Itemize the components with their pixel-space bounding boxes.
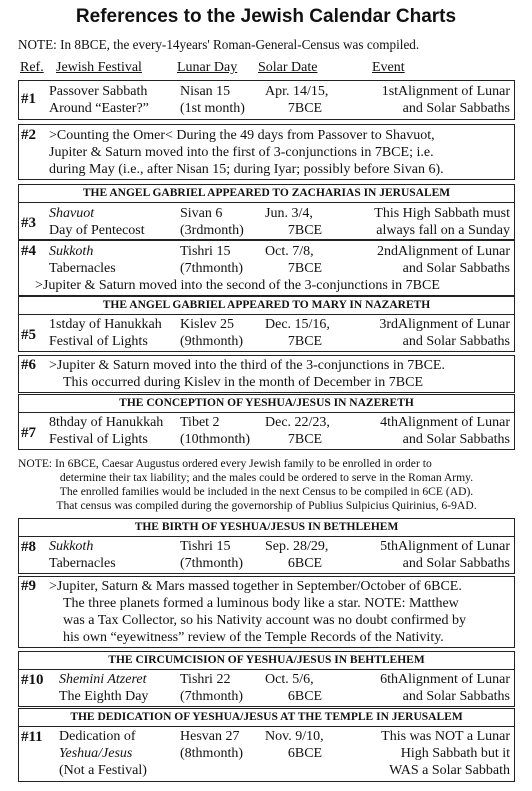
solar-year: 7BCE <box>287 223 323 238</box>
lunar-day: Kislev 25 <box>180 317 235 332</box>
solar-date: Nov. 9/10, <box>265 729 324 744</box>
solar-date: Dec. 15/16, <box>265 317 330 332</box>
event-line-2: and Solar Sabbaths <box>402 261 510 276</box>
entry-number: #9 <box>21 578 36 594</box>
lunar-month: (7thmonth) <box>180 261 243 276</box>
festival-name: Shavuot <box>49 206 95 221</box>
festival-name: Sukkoth <box>49 244 94 259</box>
event-line-1: 1stAlignment of Lunar <box>381 84 510 99</box>
entry-text-line-3: during May (i.e., after Nisan 15; during Iyar; possibly before Sivan 6). <box>49 162 444 177</box>
entry-text-line-1: >Jupiter & Saturn moved into the third of the 3-conjunctions in 7BCE. <box>49 358 445 373</box>
note-line: NOTE: In 6BCE, Caesar Augustus ordered every Jewish family to be enrolled in order to <box>18 457 432 470</box>
lunar-month: (8thmonth) <box>180 746 243 761</box>
header-festival: Jewish Festival <box>56 60 142 75</box>
festival-subname: Day of Pentecost <box>49 223 145 238</box>
note-line: determine their tax liability; and the males could be ordered to serve in the Roman Army. <box>59 471 474 484</box>
festival-name: Sukkoth <box>49 539 94 554</box>
festival-subname: The Eighth Day <box>59 689 149 704</box>
entry-number: #8 <box>21 539 36 555</box>
section-heading: THE ANGEL GABRIEL APPEARED TO MARY IN NAZARETH <box>19 297 514 315</box>
entry-2 <box>18 124 515 180</box>
festival-name: Shemini Atzeret <box>59 672 147 687</box>
lunar-month: (1st month) <box>180 101 245 116</box>
event-line-3: WAS a Solar Sabbath <box>389 763 510 778</box>
event-line-2: and Solar Sabbaths <box>402 556 510 571</box>
event-line-2: always fall on a Sunday <box>376 223 510 238</box>
entry-8 <box>18 518 515 574</box>
solar-date: Apr. 14/15, <box>265 84 329 99</box>
festival-subname: Tabernacles <box>49 556 116 571</box>
lunar-month: (9thmonth) <box>180 334 243 349</box>
entry-text-line-4: his own “eyewitness” review of the Temple Records of the Nativity. <box>63 630 444 645</box>
lunar-day: Tishri 15 <box>180 244 231 259</box>
entry-10 <box>18 651 515 707</box>
lunar-day: Sivan 6 <box>180 206 223 221</box>
entry-4 <box>18 240 515 296</box>
header-ref: Ref. <box>20 60 44 75</box>
solar-date: Oct. 5/6, <box>265 672 314 687</box>
entry-1 <box>18 80 515 120</box>
note-line: The enrolled families would be included in the next Census to be compiled in 6CE (AD). <box>59 485 474 498</box>
festival-subname: Tabernacles <box>49 261 116 276</box>
solar-year: 6BCE <box>287 556 323 571</box>
solar-year: 6BCE <box>287 689 323 704</box>
solar-date: Oct. 7/8, <box>265 244 314 259</box>
entry-7 <box>18 394 515 450</box>
event-line-2: and Solar Sabbaths <box>402 101 510 116</box>
section-heading: THE BIRTH OF YESHUA/JESUS IN BETHLEHEM <box>19 519 514 537</box>
entry-number: #6 <box>21 357 36 373</box>
event-line-2: and Solar Sabbaths <box>402 334 510 349</box>
festival-subname: Yeshua/Jesus <box>59 746 133 761</box>
entry-number: #3 <box>21 215 36 231</box>
lunar-day: Nisan 15 <box>180 84 231 99</box>
solar-date: Dec. 22/23, <box>265 415 330 430</box>
event-line-2: and Solar Sabbaths <box>402 432 510 447</box>
page-title: References to the Jewish Calendar Charts <box>75 6 457 27</box>
section-heading: THE CIRCUMCISION OF YESHUA/JESUS IN BEHTLEHEM <box>19 652 514 670</box>
event-line-1: This High Sabbath must <box>374 206 510 221</box>
festival-name: 1stday of Hanukkah <box>49 317 162 332</box>
solar-date: Jun. 3/4, <box>265 206 313 221</box>
solar-year: 7BCE <box>287 101 323 116</box>
event-line-1: 6thAlignment of Lunar <box>380 672 510 687</box>
entry-number: #11 <box>21 729 43 745</box>
festival-subname: Festival of Lights <box>49 432 148 447</box>
lunar-day: Tishri 22 <box>180 672 231 687</box>
entry-text-line-3: >Jupiter & Saturn moved into the second of the 3-conjunctions in 7BCE <box>35 278 440 293</box>
event-line-1: 4thAlignment of Lunar <box>380 415 510 430</box>
entry-text-line-2: The three planets formed a luminous body like a star. NOTE: Matthew <box>63 596 459 611</box>
entry-number: #5 <box>21 327 36 343</box>
event-line-1: This was NOT a Lunar <box>381 729 510 744</box>
festival-name: Passover Sabbath <box>49 84 148 99</box>
festival-name: Dedication of <box>59 729 136 744</box>
entry-6 <box>18 355 515 393</box>
lunar-month: (10thmonth) <box>180 432 250 447</box>
lunar-month: (3rdmonth) <box>180 223 244 238</box>
lunar-day: Tibet 2 <box>180 415 220 430</box>
entry-9 <box>18 576 515 648</box>
entry-number: #7 <box>21 425 36 441</box>
entry-11 <box>18 708 515 782</box>
header-lunar: Lunar Day <box>177 60 238 75</box>
note-census-6bce <box>18 457 515 513</box>
solar-year: 7BCE <box>287 432 323 447</box>
entry-5 <box>18 296 515 352</box>
lunar-day: Hesvan 27 <box>180 729 240 744</box>
entry-text-line-1: >Counting the Omer< During the 49 days from Passover to Shavuot, <box>49 128 435 143</box>
festival-name: 8thday of Hanukkah <box>49 415 164 430</box>
solar-year: 6BCE <box>287 746 323 761</box>
solar-date: Sep. 28/29, <box>265 539 329 554</box>
header-solar: Solar Date <box>258 60 318 75</box>
entry-text-line-3: was a Tax Collector, so his Nativity account was no doubt confirmed by <box>63 613 466 628</box>
event-line-1: 2ndAlignment of Lunar <box>377 244 510 259</box>
note-line: That census was compiled during the governorship of Publius Sulpicius Quirinius, 6-9AD. <box>56 499 477 512</box>
festival-subname: Festival of Lights <box>49 334 148 349</box>
section-heading: THE DEDICATION OF YESHUA/JESUS AT THE TEMPLE IN JERUSALEM <box>19 709 514 727</box>
entry-number: #2 <box>21 127 36 143</box>
solar-year: 7BCE <box>287 261 323 276</box>
lunar-month: (7thmonth) <box>180 556 243 571</box>
festival-note: (Not a Festival) <box>59 763 147 778</box>
entry-number: #4 <box>21 243 36 259</box>
lunar-month: (7thmonth) <box>180 689 243 704</box>
entry-text-line-2: Jupiter & Saturn moved into the first of 3-conjunctions in 7BCE; i.e. <box>49 145 434 160</box>
entry-text-line-2: This occurred during Kislev in the month of December in 7BCE <box>63 375 424 390</box>
event-line-2: and Solar Sabbaths <box>402 689 510 704</box>
solar-year: 7BCE <box>287 334 323 349</box>
entry-3 <box>18 184 515 240</box>
entry-number: #1 <box>21 91 36 107</box>
entry-text-line-1: >Jupiter, Saturn & Mars massed together in September/October of 6BCE. <box>49 579 462 594</box>
festival-subname: Around “Easter?” <box>49 101 149 116</box>
event-line-1: 3rdAlignment of Lunar <box>379 317 510 332</box>
lunar-day: Tishri 15 <box>180 539 231 554</box>
note-census-8bce: NOTE: In 8BCE, the every-14years' Roman-General-Census was compiled. <box>18 37 420 52</box>
event-line-1: 5thAlignment of Lunar <box>380 539 510 554</box>
section-heading: THE ANGEL GABRIEL APPEARED TO ZACHARIAS IN JERUSALEM <box>19 185 514 203</box>
section-heading: THE CONCEPTION OF YESHUA/JESUS IN NAZERETH <box>19 395 514 413</box>
entry-number: #10 <box>21 672 44 688</box>
event-line-2: High Sabbath but it <box>400 746 510 761</box>
header-event: Event <box>372 60 405 75</box>
